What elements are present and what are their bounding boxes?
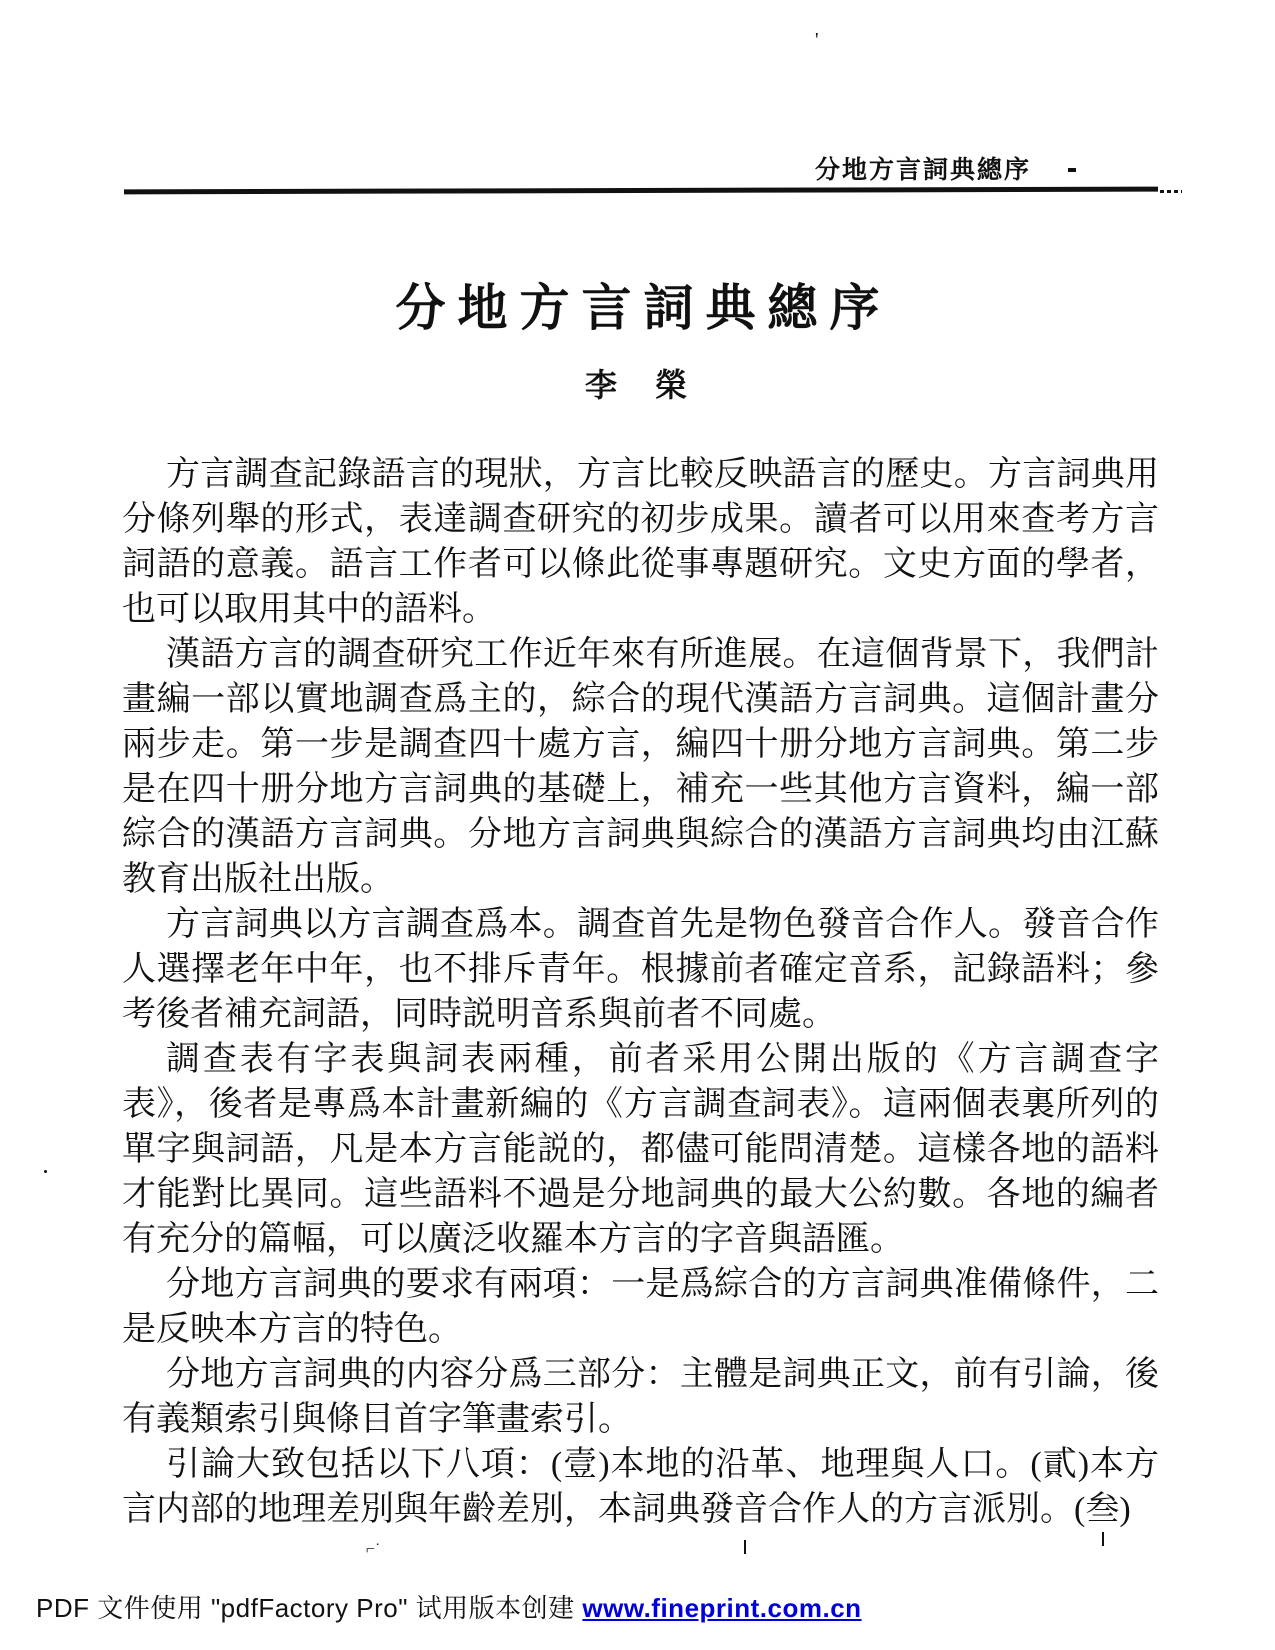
scan-artifact-footer-tick: ⌐˙	[366, 1541, 381, 1558]
paragraph: 方言調查記錄語言的現狀，方言比較反映語言的歷史。方言詞典用分條列舉的形式，表達調查研究的初步成果。讀者可以用來查考方言詞語的意義。語言工作者可以條此從事專題研究。文史方面的學者，也可以取用其中的語料。	[122, 456, 1159, 628]
header-rule	[124, 187, 1158, 195]
scan-artifact-footer-bar	[744, 1540, 746, 1554]
paragraph: 調查表有字表與詞表兩種，前者采用公開出版的《方言調查字表》，後者是專爲本計畫新編的《方言調查詞表》。這兩個表裏所列的單字與詞語，凡是本方言能説的，都儘可能問清楚。這樣各地的語料才能對比異同。這些語料不過是分地詞典的最大公約數。各地的編者有充分的篇幅，可以廣泛收羅本方言的字音與語匯。	[122, 1041, 1159, 1258]
author-name: 李 榮	[584, 367, 690, 403]
body-text	[122, 452, 1159, 1532]
running-header-title: 分地方言詞典總序	[815, 157, 1032, 184]
watermark-text: PDF 文件使用 "pdfFactory Pro" 试用版本创建	[36, 1593, 583, 1623]
page-title: 分地方言詞典總序	[395, 280, 892, 336]
scan-artifact-margin-dot	[44, 1170, 47, 1173]
paragraph: 引論大致包括以下八項：(壹)本地的沿革、地理與人口。(貳)本方言内部的地理差別與年齡差別，本詞典發音合作人的方言派別。(叁)	[122, 1446, 1159, 1528]
scan-artifact-apostrophe: '	[815, 29, 819, 51]
scan-artifact-header-tick	[1068, 168, 1076, 172]
header-rule-tail-artifact	[1160, 190, 1182, 193]
paragraph: 分地方言詞典的要求有兩項：一是爲綜合的方言詞典准備條件，二是反映本方言的特色。	[122, 1266, 1159, 1348]
paragraph: 方言詞典以方言調查爲本。調查首先是物色發音合作人。發音合作人選擇老年中年，也不排斥青年。根據前者確定音系，記錄語料；參考後者補充詞語，同時説明音系與前者不同處。	[122, 906, 1159, 1033]
fineprint-link[interactable]: www.fineprint.com.cn	[582, 1593, 862, 1623]
paragraph: 分地方言詞典的内容分爲三部分：主體是詞典正文，前有引論，後有義類索引與條目首字筆畫索引。	[122, 1356, 1159, 1438]
paragraph: 漢語方言的調查研究工作近年來有所進展。在這個背景下，我們計畫編一部以實地調查爲主的，綜合的現代漢語方言詞典。這個計畫分兩步走。第一步是調查四十處方言，編四十册分地方言詞典。第二步是在四十册分地方言詞典的基礎上，補充一些其他方言資料，編一部綜合的漢語方言詞典。分地方言詞典與綜合的漢語方言詞典均由江蘇教育出版社出版。	[122, 636, 1159, 898]
scan-artifact-right-bar	[1102, 1532, 1104, 1546]
pdf-watermark-footer	[36, 1588, 862, 1625]
